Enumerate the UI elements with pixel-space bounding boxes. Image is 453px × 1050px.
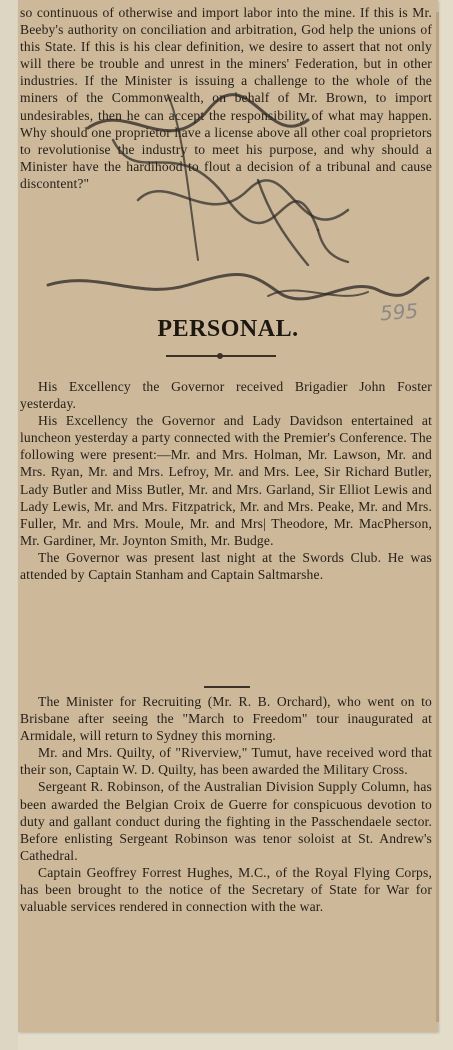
clipping-edge-shadow — [436, 12, 439, 1022]
section-heading: PERSONAL. — [157, 316, 299, 342]
archive-number: 595 — [379, 298, 419, 326]
newspaper-clipping — [18, 0, 438, 1032]
top-article-paragraph: so continuous of otherwise and import labor into the mine. If this is Mr. Beeby's authority on conciliation and arbitration, God help the unions of this State. If this is his clear definition, we desire to assert that not only will there be trouble and unrest in the miners' Federation, but in other industries. If the Minister is issuing a challenge to the whole of the miners of the Commonwealth, on behalf of Mr. Brown, to import undesirables, then he can accept the responsibility of what may happen. Why should one proprietor have a license above all other coal proprietors to revolutionise the industry to meet his purpose, and why should a Minister have the hardihood to flout a decision of a tribunal and cause discontent?" — [20, 5, 432, 191]
top-article — [20, 4, 432, 192]
personal-notes-part1 — [20, 378, 432, 583]
personal-notes-part2 — [20, 693, 432, 915]
personal-paragraph: His Excellency the Governor and Lady Davidson entertained at luncheon yesterday a party connected with the Premier's Conference. The following were present:—Mr. and Mrs. Holman, Mr. Lawson, Mr. and Mrs. Ryan, Mr. and Mrs. Lefroy, Mr. and Mrs. Lee, Sir Richard Butler, Lady Butler and Miss Butler, Mr. and Mrs. Garland, Sir Elliot Lewis and Lady Lewis, Mr. and Mrs. Fitzpatrick, Mr. and Mrs. Peake, Mr. and Mrs. Fuller, Mr. and Mrs. Moule, Mr. and Mrs| Theodore, Mr. MacPherson, Mr. Gardiner, Mr. Joynton Smith, Mr. Budge. — [20, 413, 432, 548]
personal-paragraph: Captain Geoffrey Forrest Hughes, M.C., of the Royal Flying Corps, has been brought to the notice of the Secretary of State for War for valuable services rendered in connection with the war. — [20, 864, 432, 915]
personal-paragraph: His Excellency the Governor received Brigadier John Foster yesterday. — [20, 379, 432, 412]
personal-paragraph: The Minister for Recruiting (Mr. R. B. Orchard), who went on to Brisbane after seeing the "March to Freedom" tour inaugurated at Armidale, will return to Sydney this morning. — [20, 694, 432, 744]
section-divider — [204, 686, 250, 688]
personal-paragraph: Mr. and Mrs. Quilty, of "Riverview," Tumut, have received word that their son, Captain W. D. Quilty, has been awarded the Military Cross. — [20, 745, 432, 778]
personal-paragraph: The Governor was present last night at the Swords Club. He was attended by Captain Stanham and Captain Saltmarshe. — [20, 549, 432, 583]
page-background-strip — [0, 0, 18, 1050]
heading-ornament-rule — [166, 355, 276, 357]
personal-paragraph: Sergeant R. Robinson, of the Australian Division Supply Column, has been awarded the Belgian Croix de Guerre for conspicuous devotion to duty and gallant conduct during the fighting in the Passchendaele sector. Before enlisting Sergeant Robinson was tenor soloist at St. Andrew's Cathedral. — [20, 779, 432, 863]
